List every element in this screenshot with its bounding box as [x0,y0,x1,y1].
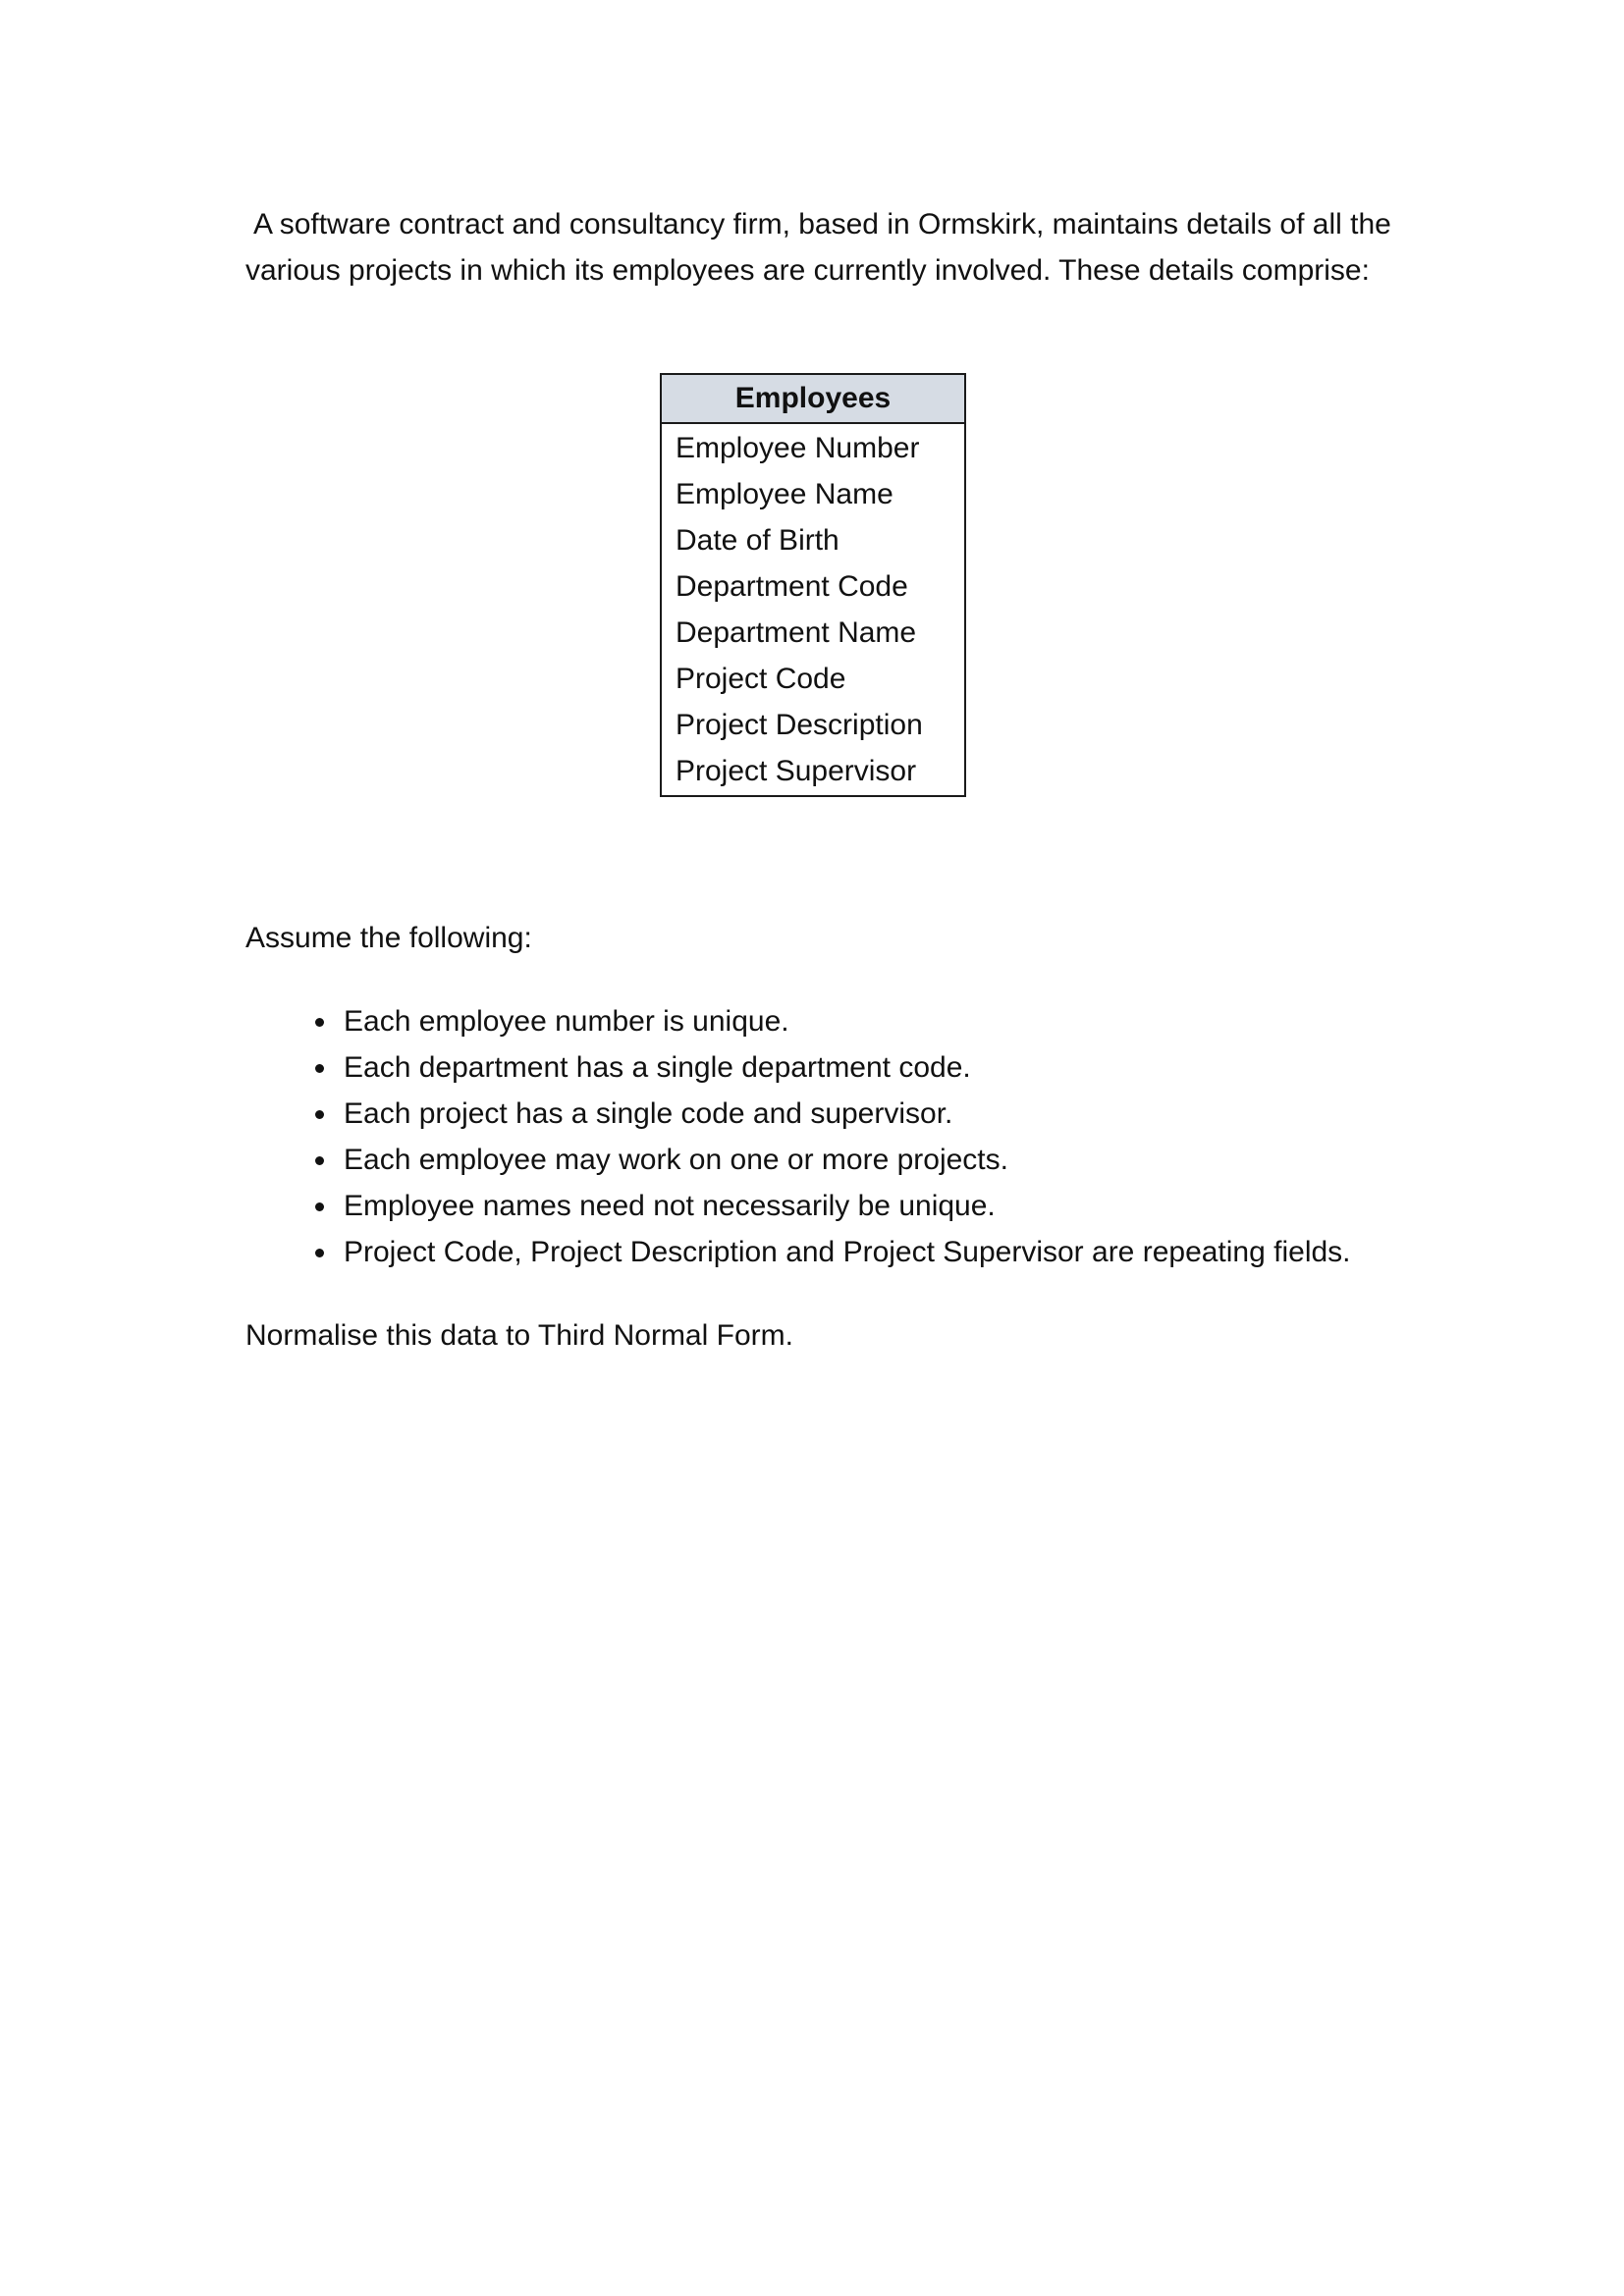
bullet-icon [315,1064,324,1073]
table-field-project-supervisor: Project Supervisor [676,755,917,787]
bullet-icon [315,1018,324,1027]
bullet-icon [315,1110,324,1119]
list-item [312,1091,1351,1137]
employees-table-header: Employees [662,375,964,424]
assume-heading: Assume the following: [245,922,532,954]
table-field-project-description: Project Description [676,709,923,741]
intro-paragraph: A software contract and consultancy firm, based in Ormskirk, maintains details of all the various projects in which its employees are currently involved. These details comprise: [245,208,1391,287]
list-item-text: Each employee number is unique. [344,1005,789,1038]
conclusion-paragraph: Normalise this data to Third Normal Form. [245,1319,793,1352]
table-field-project-code: Project Code [676,663,846,695]
list-item [312,1137,1351,1183]
employees-table-body [662,424,964,795]
list-item-text: Project Code, Project Description and Project Supervisor are repeating fields. [344,1236,1351,1268]
list-item [312,1044,1351,1091]
assumptions-list [312,998,1351,1275]
list-item [312,1183,1351,1229]
employees-table [660,373,966,797]
bullet-icon [315,1202,324,1211]
bullet-icon [315,1249,324,1257]
table-field-employee-name: Employee Name [676,478,893,510]
list-item-text: Employee names need not necessarily be unique. [344,1190,996,1222]
list-item-text: Each project has a single code and supervisor. [344,1097,953,1130]
table-field-employee-number: Employee Number [676,432,920,464]
table-field-date-of-birth: Date of Birth [676,524,839,557]
table-field-department-name: Department Name [676,616,917,649]
list-item-text: Each department has a single department code. [344,1051,971,1084]
table-field-department-code: Department Code [676,570,908,603]
list-item [312,998,1351,1044]
list-item [312,1229,1351,1275]
bullet-icon [315,1156,324,1165]
list-item-text: Each employee may work on one or more projects. [344,1144,1008,1176]
